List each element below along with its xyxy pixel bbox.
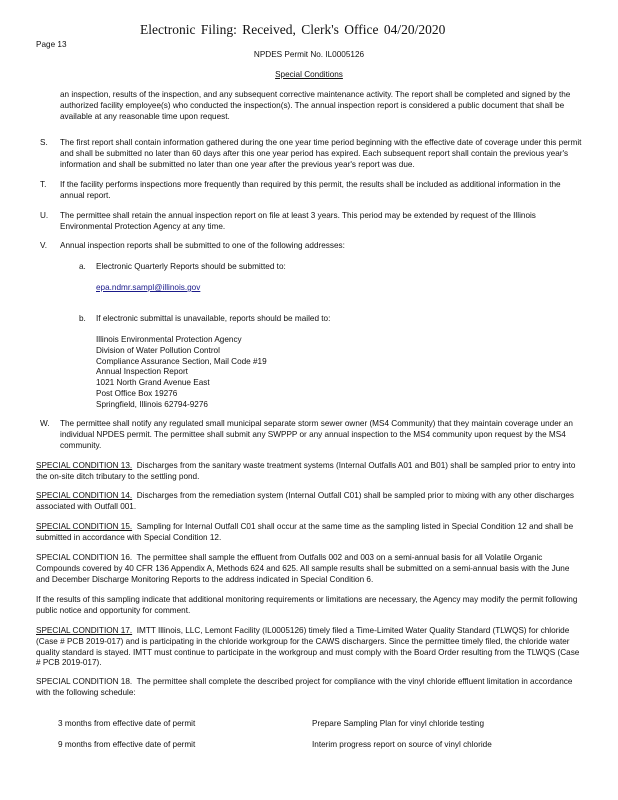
schedule-when: 9 months from effective date of permit bbox=[58, 740, 196, 749]
special-condition-14 bbox=[36, 491, 582, 513]
schedule-what: Interim progress report on source of vinyl chloride bbox=[312, 740, 492, 749]
condition-15-text: Sampling for Internal Outfall C01 shall occur at the same time as the sampling listed in Special Condition 12 and shall be submitted in accordance with Special Condition 12. bbox=[36, 522, 574, 542]
address-line: Springfield, Illinois 62794-9276 bbox=[96, 399, 208, 409]
special-condition-18 bbox=[36, 677, 582, 699]
item-t-text: If the facility performs inspections more frequently than required by this permit, the results shall be included as additional information in the annual report. bbox=[60, 180, 561, 200]
item-w-text: The permittee shall notify any regulated small municipal separate storm sewer owner (MS4 Community) that they maintain coverage under an individual NPDES permit. The permittee shall submit any SWPPP or any annual inspection to the MS4 community upon request by the MS4 community. bbox=[60, 419, 573, 450]
item-u-text: The permittee shall retain the annual inspection report on file at least 3 years. This period may be extended by request of the Illinois Environmental Protection Agency at any time. bbox=[60, 211, 536, 231]
item-t-letter: T. bbox=[40, 180, 47, 189]
condition-18-text: The permittee shall complete the described project for compliance with the vinyl chloride effluent limitation in accordance with the following schedule: bbox=[36, 677, 573, 697]
page-number: Page 13 bbox=[36, 40, 67, 49]
condition-13-label: SPECIAL CONDITION 13. bbox=[36, 461, 133, 470]
special-condition-13 bbox=[36, 461, 582, 483]
address-line: Division of Water Pollution Control bbox=[96, 345, 220, 355]
followup-paragraph: If the results of this sampling indicate that additional monitoring requirements or limitations are necessary, the Agency may modify the permit following public notice and opportunity for comment. bbox=[36, 595, 578, 615]
intro-paragraph: an inspection, results of the inspection, and any subsequent corrective maintenance activity. The report shall be completed and signed by the authorized facility employee(s) who conducted the inspection(s). The annual inspection report is considered a public document that shall be available at any reasonable time upon request. bbox=[60, 90, 571, 121]
schedule-when: 3 months from effective date of permit bbox=[58, 719, 196, 728]
item-w-letter: W. bbox=[40, 419, 50, 428]
condition-16-text: The permittee shall sample the effluent from Outfalls 002 and 003 on a semi-annual basis for all Volatile Organic Compounds covered by 40 CFR 136 Appendix A, Methods 624 and 625. All sample results shall be submitted on a semi-annual basis with the June and December Discharge Monitoring Reports to the address indicated in Special Condition 6. bbox=[36, 553, 570, 584]
item-v-letter: V. bbox=[40, 241, 47, 250]
condition-17-text: IMTT Illinois, LLC, Lemont Facility (IL0005126) timely filed a Time-Limited Water Quality Standard (TLWQS) for chloride (Case # PCB 2019-017) and is participating in the chloride workgroup for the CAWS dischargers. Since the permittee timely filed, the chloride water quality standard is stayed. IMTT must continue to participate in the workgroup and must comply with the Board Order resulting from the TLWQS (Case # PCB 2019-017). bbox=[36, 626, 580, 668]
report-email-link[interactable]: epa.ndmr.sampl@illinois.gov bbox=[96, 283, 201, 292]
sub-a-letter: a. bbox=[79, 262, 86, 271]
schedule-what: Prepare Sampling Plan for vinyl chloride testing bbox=[312, 719, 485, 728]
sub-a-text: Electronic Quarterly Reports should be submitted to: bbox=[96, 262, 286, 271]
condition-15-label: SPECIAL CONDITION 15. bbox=[36, 522, 133, 531]
address-line: Compliance Assurance Section, Mail Code #19 bbox=[96, 356, 267, 366]
address-line: Illinois Environmental Protection Agency bbox=[96, 335, 242, 344]
special-condition-17 bbox=[36, 626, 582, 669]
condition-16-label: SPECIAL CONDITION 16. bbox=[36, 553, 133, 562]
special-condition-16 bbox=[36, 553, 582, 585]
item-s-text: The first report shall contain information gathered during the one year time period beginning with the effective date of coverage under this permit and shall be submitted no later than 60 days after this one year period has expired. Each subsequent report shall contain the previous year's information and shall be submitted no later than one year after the previous year's report was due. bbox=[60, 138, 582, 169]
special-condition-15 bbox=[36, 522, 582, 544]
item-s-letter: S. bbox=[40, 138, 48, 147]
address-line: Post Office Box 19276 bbox=[96, 388, 178, 398]
condition-13-text: Discharges from the sanitary waste treatment systems (Internal Outfalls A01 and B01) shall be sampled prior to entry into the on-site ditch tributary to the settling pond. bbox=[36, 461, 576, 481]
filing-stamp: Electronic Filing: Received, Clerk's Office 04/20/2020 bbox=[140, 22, 446, 37]
condition-14-text: Discharges from the remediation system (Internal Outfall C01) shall be sampled prior to mixing with any other discharges associated with Outfall 001. bbox=[36, 491, 575, 511]
item-u-letter: U. bbox=[40, 211, 49, 220]
sub-b-text: If electronic submittal is unavailable, reports should be mailed to: bbox=[96, 314, 331, 323]
condition-17-label: SPECIAL CONDITION 17. bbox=[36, 626, 133, 635]
section-title: Special Conditions bbox=[275, 70, 343, 79]
permit-number: NPDES Permit No. IL0005126 bbox=[253, 50, 365, 59]
sub-b-letter: b. bbox=[79, 314, 86, 323]
mailing-address bbox=[96, 335, 356, 411]
address-line: 1021 North Grand Avenue East bbox=[96, 378, 210, 388]
condition-18-label: SPECIAL CONDITION 18. bbox=[36, 677, 133, 686]
condition-14-label: SPECIAL CONDITION 14. bbox=[36, 491, 133, 500]
address-line: Annual Inspection Report bbox=[96, 367, 188, 377]
item-v-text: Annual inspection reports shall be submitted to one of the following addresses: bbox=[60, 241, 345, 250]
